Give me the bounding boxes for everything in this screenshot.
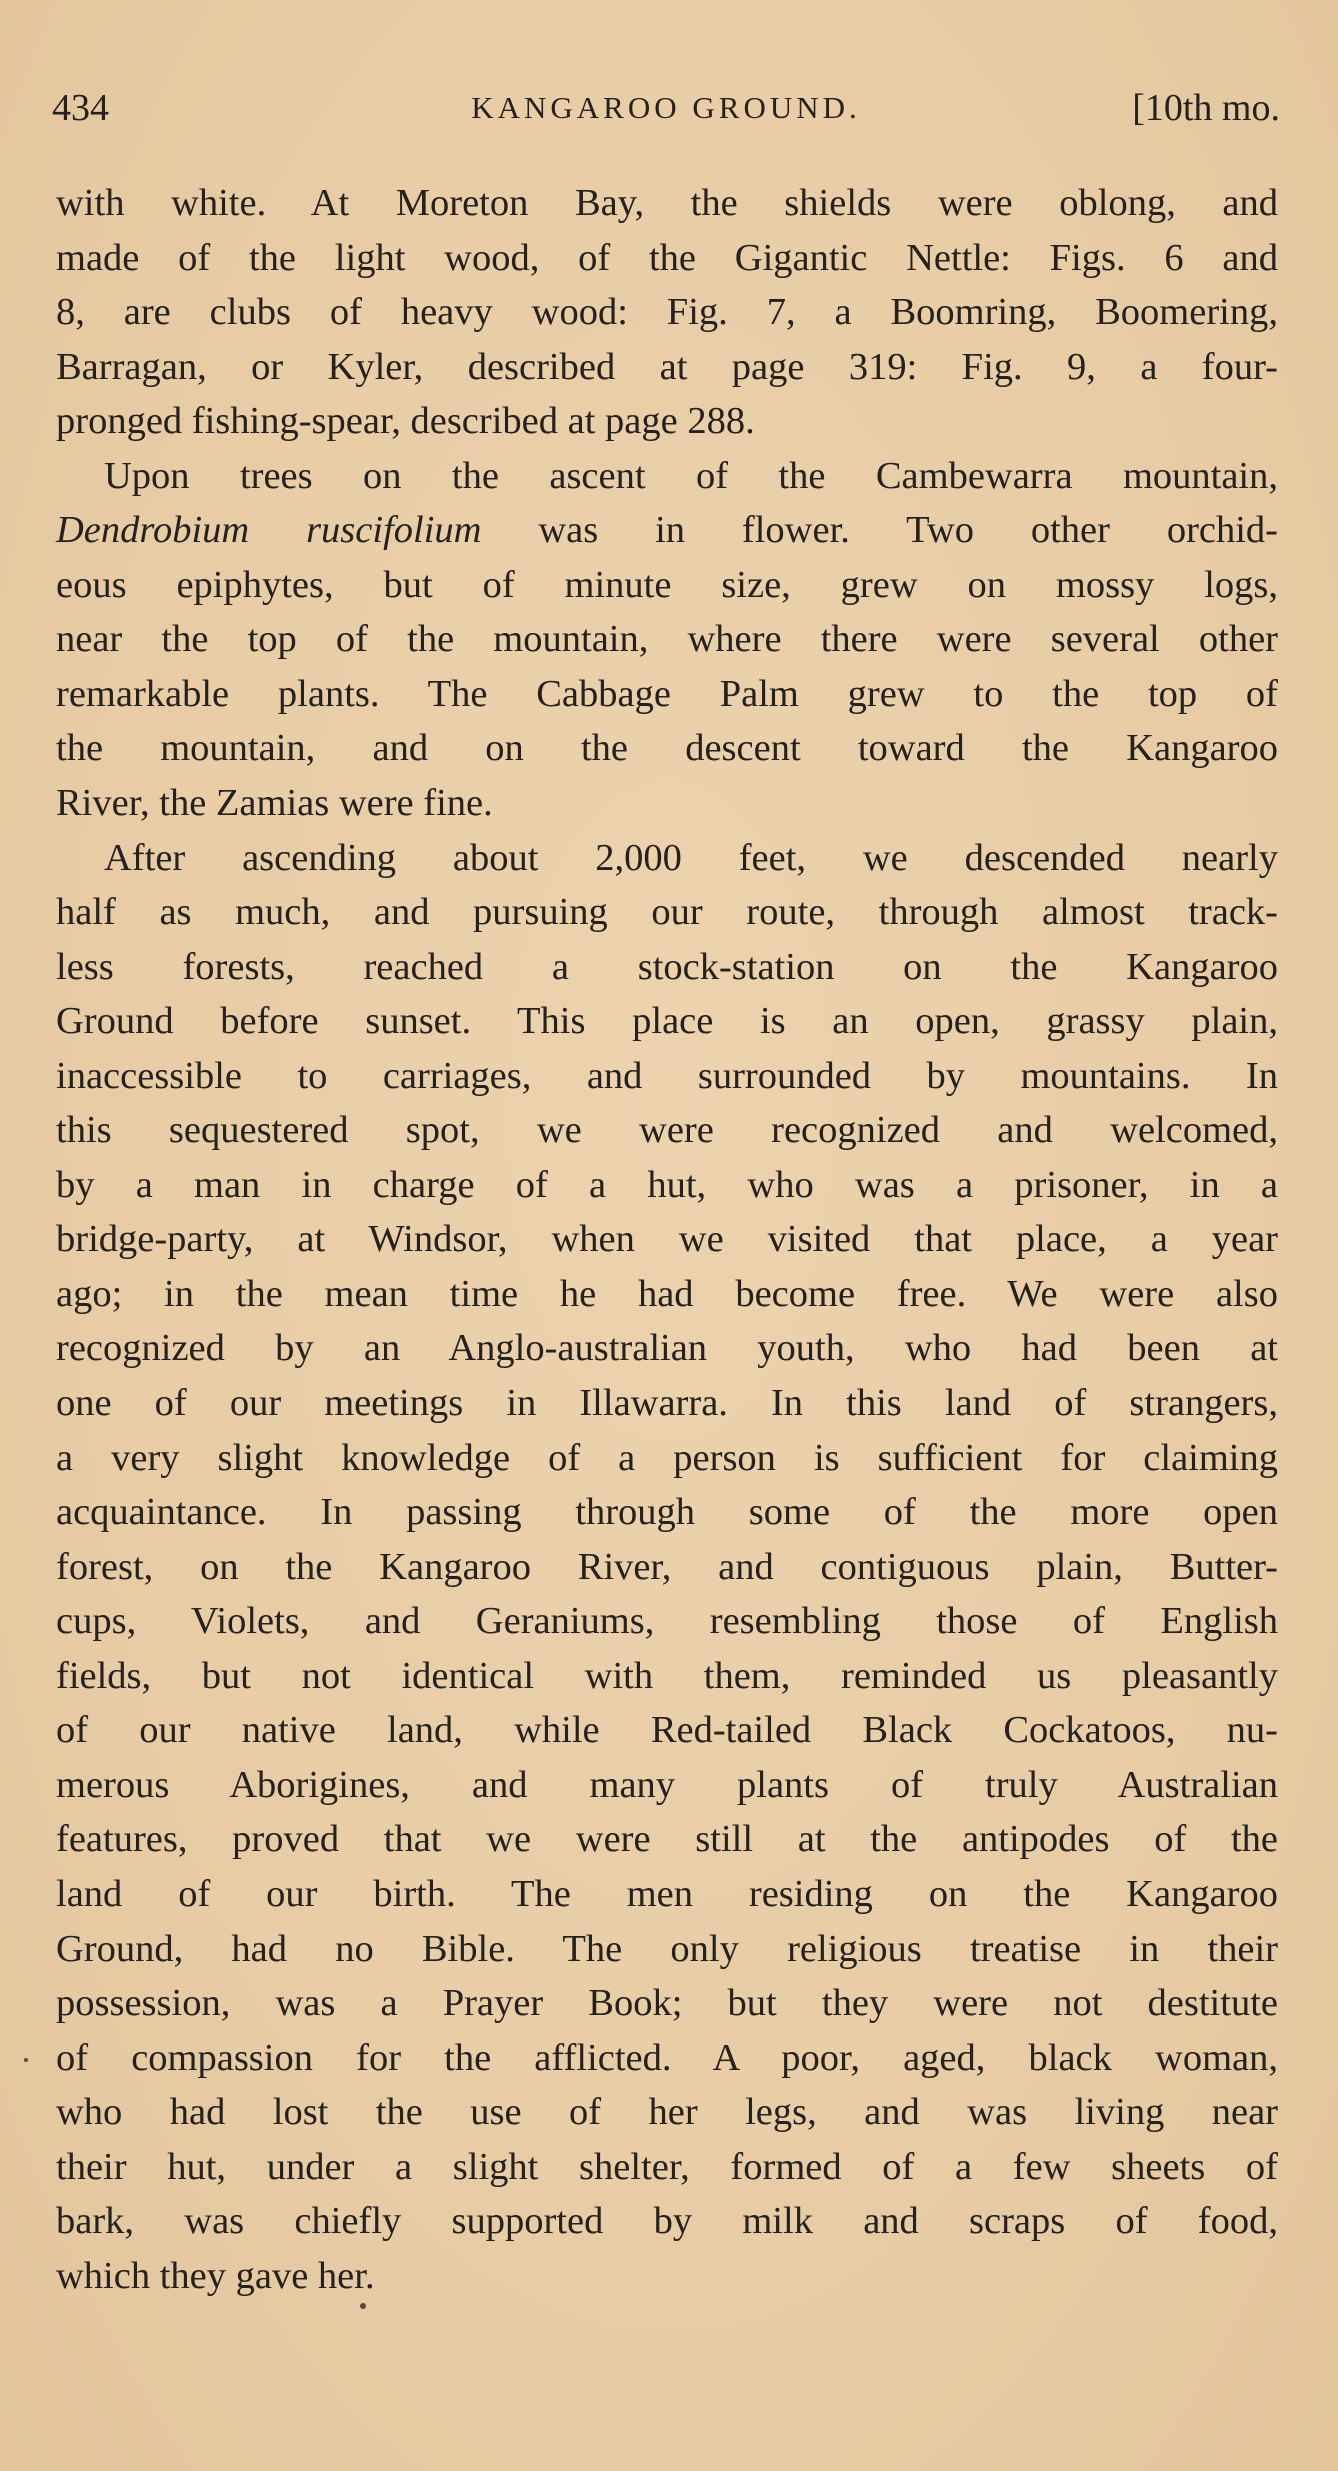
- text-line: features, proved that we were still at the antipodes of the: [56, 1818, 1278, 1861]
- running-title: KANGAROO GROUND.: [471, 90, 861, 125]
- page-header: [52, 86, 1280, 140]
- body-text: [56, 176, 1278, 2303]
- text-line: pronged fishing-spear, described at page 288.: [56, 400, 755, 443]
- text-line: After ascending about 2,000 feet, we descended nearly: [104, 836, 1278, 879]
- text-line: remarkable plants. The Cabbage Palm grew to the top of: [56, 672, 1278, 715]
- text-line: possession, was a Prayer Book; but they were not destitute: [56, 1982, 1278, 2025]
- text-line: eous epiphytes, but of minute size, grew on mossy logs,: [56, 563, 1278, 606]
- text-line: Barragan, or Kyler, described at page 319: Fig. 9, a four-: [56, 345, 1278, 388]
- text-line: River, the Zamias were fine.: [56, 782, 493, 825]
- text-line-mixed: [56, 503, 1278, 558]
- text-line: ago; in the mean time he had become free. We were also: [56, 1272, 1278, 1315]
- text-line: their hut, under a slight shelter, formed of a few sheets of: [56, 2145, 1278, 2188]
- text-line: made of the light wood, of the Gigantic Nettle: Figs. 6 and: [56, 236, 1278, 279]
- text-line: near the top of the mountain, where there were several other: [56, 618, 1278, 661]
- species-name: Dendrobium ruscifolium: [56, 509, 482, 552]
- text-line: land of our birth. The men residing on the Kangaroo: [56, 1872, 1278, 1915]
- text-line: Upon trees on the ascent of the Cambewarra mountain,: [104, 454, 1278, 497]
- text-line-rest: was in flower. Two other orchid-: [481, 509, 1278, 552]
- text-line: a very slight knowledge of a person is sufficient for claiming: [56, 1436, 1278, 1479]
- ink-speck: [360, 2303, 366, 2309]
- margin-mark: [24, 2058, 28, 2062]
- text-line: of compassion for the afflicted. A poor, aged, black woman,: [56, 2036, 1278, 2079]
- section-marker: [10th mo.: [1132, 87, 1280, 129]
- text-line: Ground, had no Bible. The only religious treatise in their: [56, 1927, 1278, 1970]
- text-line: fields, but not identical with them, reminded us pleasantly: [56, 1654, 1278, 1697]
- text-line: cups, Violets, and Geraniums, resembling those of English: [56, 1600, 1278, 1643]
- text-line: Ground before sunset. This place is an open, grassy plain,: [56, 1000, 1278, 1043]
- text-line: inaccessible to carriages, and surrounded by mountains. In: [56, 1054, 1278, 1097]
- text-line: this sequestered spot, we were recognized and welcomed,: [56, 1109, 1278, 1152]
- text-line: bark, was chiefly supported by milk and scraps of food,: [56, 2200, 1278, 2243]
- text-line: the mountain, and on the descent toward the Kangaroo: [56, 727, 1278, 770]
- text-line: of our native land, while Red-tailed Black Cockatoos, nu-: [56, 1709, 1278, 1752]
- text-line: bridge-party, at Windsor, when we visited that place, a year: [56, 1218, 1278, 1261]
- text-line: by a man in charge of a hut, who was a prisoner, in a: [56, 1163, 1278, 1206]
- text-line: one of our meetings in Illawarra. In this land of strangers,: [56, 1382, 1278, 1425]
- text-line: which they gave her.: [56, 2254, 375, 2297]
- page-number: 434: [52, 87, 109, 129]
- text-line: recognized by an Anglo-australian youth, who had been at: [56, 1327, 1278, 1370]
- text-line: acquaintance. In passing through some of the more open: [56, 1491, 1278, 1534]
- text-line: 8, are clubs of heavy wood: Fig. 7, a Boomring, Boomering,: [56, 291, 1278, 334]
- text-line: with white. At Moreton Bay, the shields were oblong, and: [56, 182, 1278, 224]
- text-line: merous Aborigines, and many plants of truly Australian: [56, 1763, 1278, 1806]
- text-line: less forests, reached a stock-station on the Kangaroo: [56, 945, 1278, 988]
- text-line: forest, on the Kangaroo River, and contiguous plain, Butter-: [56, 1545, 1278, 1588]
- text-line: who had lost the use of her legs, and was living near: [56, 2091, 1278, 2134]
- text-line: half as much, and pursuing our route, through almost track-: [56, 891, 1278, 934]
